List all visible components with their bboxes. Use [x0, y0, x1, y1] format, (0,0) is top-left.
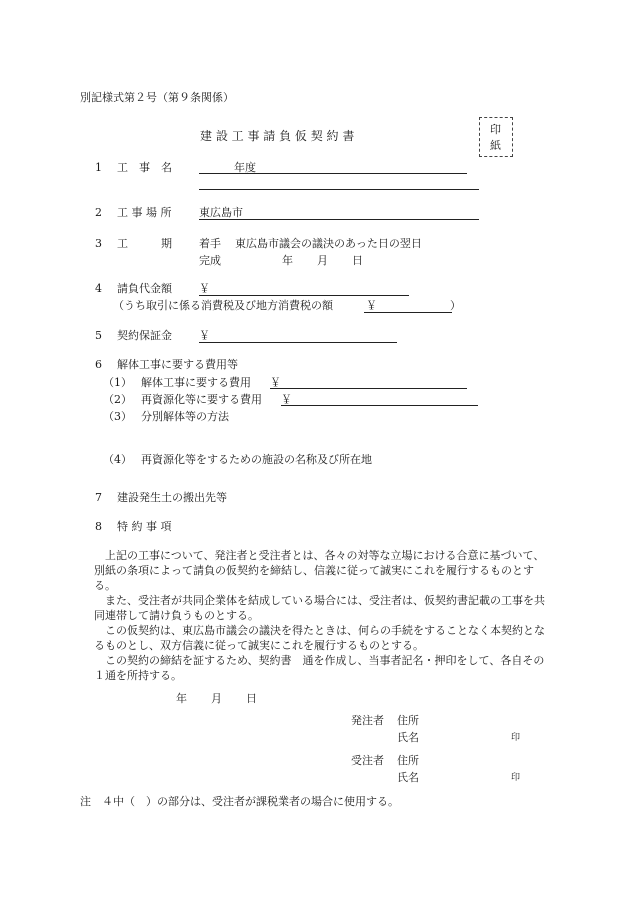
- orderer-address-label: 住所: [397, 714, 419, 727]
- revenue-stamp-box: [479, 117, 513, 157]
- item-4-number: 4: [95, 282, 102, 295]
- form-id: 別記様式第２号（第９条関係）: [80, 91, 234, 104]
- item-5-label: 契約保証金: [117, 329, 172, 342]
- item-4-label: 請負代金額: [117, 282, 172, 295]
- date-year: 年: [176, 692, 187, 705]
- item-3-end-month: 月: [317, 254, 328, 267]
- item-1-underline-1: [199, 173, 467, 174]
- item-6-1-yen: ￥: [270, 376, 281, 389]
- orderer-seal-mark: 印: [511, 733, 521, 743]
- item-1-number: 1: [95, 161, 102, 174]
- item-6-4-number: （4）: [103, 453, 132, 466]
- item-6-2-number: （2）: [103, 393, 132, 406]
- item-5-number: 5: [95, 329, 102, 342]
- body-paragraph-4: この契約の締結を証するため、契約書 通を作成し、当事者記名・押印をして、各自その１通を所持する。: [94, 654, 545, 682]
- item-3-start-label: 着手: [199, 237, 221, 250]
- item-3-start-value: 東広島市議会の議決のあった日の翌日: [235, 237, 422, 250]
- item-3-end-year: 年: [282, 254, 293, 267]
- stamp-label-top: 印: [490, 123, 501, 136]
- item-6-1-underline: [270, 388, 467, 389]
- item-2-underline: [199, 219, 479, 220]
- item-6-1-label: 解体工事に要する費用: [141, 376, 251, 389]
- orderer-role: 発注者: [351, 714, 384, 727]
- item-8-label: 特 約 事 項: [117, 520, 172, 533]
- footnote: 注 ４中（ ）の部分は、受注者が課税業者の場合に使用する。: [80, 795, 399, 808]
- date-month: 月: [211, 692, 222, 705]
- item-6-number: 6: [95, 358, 102, 371]
- contractor-address-label: 住所: [397, 754, 419, 767]
- item-3-end-label: 完成: [199, 254, 221, 267]
- item-6-2-underline: [281, 405, 478, 406]
- item-1-underline-2: [199, 189, 479, 190]
- item-2-number: 2: [95, 206, 102, 219]
- item-7-number: 7: [95, 491, 102, 504]
- item-4-yen: ￥: [199, 282, 210, 295]
- item-1-year: 年度: [234, 161, 256, 174]
- item-3-label: 工 期: [117, 237, 172, 250]
- item-4-underline: [199, 295, 409, 296]
- item-4-tax-underline: [364, 312, 452, 313]
- item-6-2-yen: ￥: [281, 393, 292, 406]
- item-4-tax-label: （うち取引に係る消費税及び地方消費税の額: [113, 299, 333, 312]
- stamp-label-bottom: 紙: [490, 139, 501, 152]
- item-2-label: 工 事 場 所: [117, 206, 172, 219]
- date-day: 日: [246, 692, 257, 705]
- document-title: 建 設 工 事 請 負 仮 契 約 書: [200, 129, 355, 143]
- contractor-seal-mark: 印: [511, 773, 521, 783]
- item-6-3-label: 分別解体等の方法: [141, 410, 229, 423]
- contract-body: [94, 548, 550, 683]
- item-5-yen: ￥: [199, 329, 210, 342]
- item-7-label: 建設発生土の搬出先等: [117, 491, 227, 504]
- item-6-label: 解体工事に要する費用等: [117, 358, 238, 371]
- item-2-value: 東広島市: [199, 206, 243, 219]
- item-3-end-day: 日: [352, 254, 363, 267]
- item-3-number: 3: [95, 237, 102, 250]
- item-5-underline: [199, 342, 397, 343]
- item-4-tax-close: ）: [450, 299, 461, 312]
- body-paragraph-2: また、受注者が共同企業体を結成している場合には、受注者は、仮契約書記載の工事を共同連帯して請け負うものとする。: [94, 594, 545, 622]
- contractor-role: 受注者: [351, 754, 384, 767]
- item-1-label: 工 事 名: [117, 161, 172, 174]
- item-4-tax-yen: ￥: [366, 299, 377, 312]
- item-6-3-number: （3）: [103, 410, 132, 423]
- body-paragraph-3: この仮契約は、東広島市議会の議決を得たときは、何らの手続をすることなく本契約となるものとし、双方信義に従って誠実にこれを履行するものとする。: [94, 624, 545, 652]
- body-paragraph-1: 上記の工事について、発注者と受注者とは、各々の対等な立場における合意に基づいて、別紙の条項によって請負の仮契約を締結し、信義に従って誠実にこれを履行するものとする。: [94, 549, 545, 592]
- orderer-name-label: 氏名: [397, 731, 419, 744]
- item-6-1-number: （1）: [103, 376, 132, 389]
- item-6-2-label: 再資源化等に要する費用: [141, 393, 262, 406]
- item-8-number: 8: [95, 520, 102, 533]
- contractor-name-label: 氏名: [397, 771, 419, 784]
- item-6-4-label: 再資源化等をするための施設の名称及び所在地: [141, 453, 372, 466]
